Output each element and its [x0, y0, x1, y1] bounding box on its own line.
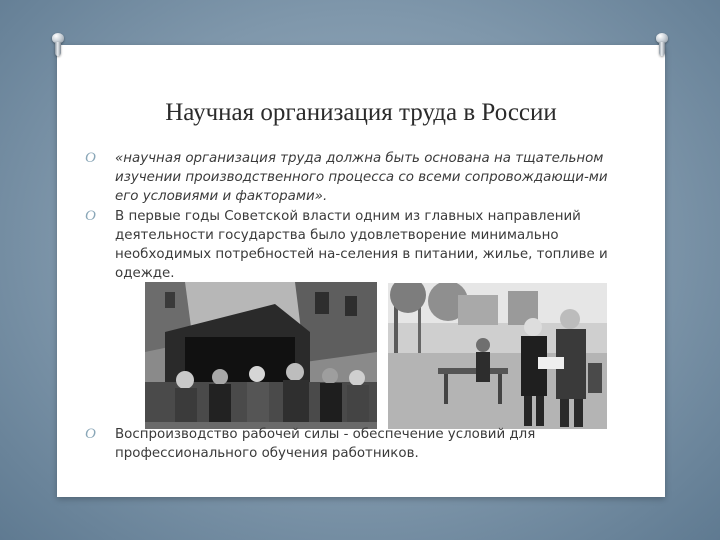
pushpin-right-icon: [655, 33, 669, 57]
bullet-quote: [85, 149, 625, 206]
bullet-marker: O: [85, 426, 96, 442]
bullet-marker: O: [85, 208, 96, 224]
slide-card: [57, 45, 665, 497]
bullet-text: «научная организация труда должна быть основана на тщательном изучении производственного процесса со всеми сопровождающи-ми его условиями и факторами».: [115, 151, 608, 204]
bullet-text: В первые годы Советской власти одним из главных направлений деятельности государства было удовлетворение минимально необходимых потребностей на-селения в питании, жилье, топливе и одежде.: [115, 209, 608, 281]
slide-title: Научная организация труда в России: [165, 99, 557, 126]
photo-crowd-ruins: [145, 282, 377, 429]
bullet-text: Воспроизводство рабочей силы - обеспечение условий для профессионального обучения работников.: [115, 427, 536, 461]
photo-park-people: [388, 283, 607, 429]
bullet-marker: O: [85, 150, 96, 166]
bullet-soviet-power: [85, 207, 625, 283]
pushpin-left-icon: [51, 33, 65, 57]
bullet-reproduction: [85, 425, 625, 463]
